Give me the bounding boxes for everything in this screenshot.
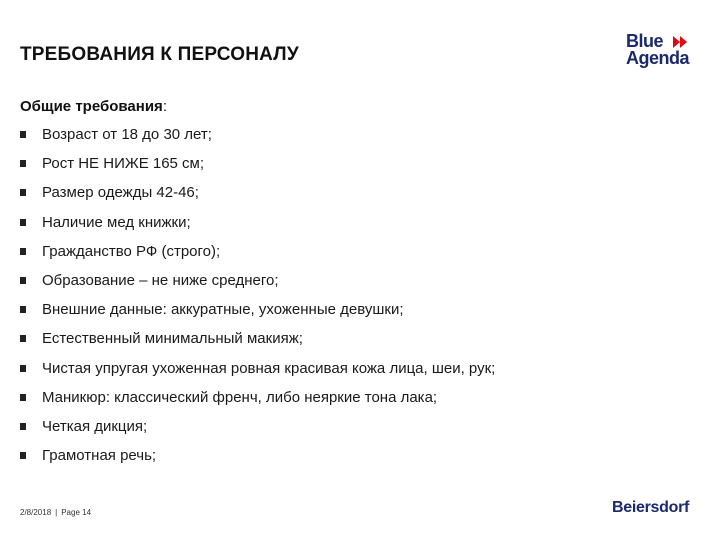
list-item — [20, 124, 700, 153]
slide-title: ТРЕБОВАНИЯ К ПЕРСОНАЛУ — [20, 44, 299, 65]
list-item-text: Рост НЕ НИЖЕ 165 см; — [42, 155, 205, 173]
list-item-text: Грамотная речь; — [42, 447, 157, 465]
square-bullet-icon — [20, 306, 26, 313]
section-heading-colon: : — [162, 98, 167, 115]
list-item-text: Гражданство РФ (строго); — [42, 242, 221, 260]
beiersdorf-logo: Beiersdorf — [612, 499, 690, 516]
list-item-text: Возраст от 18 до 30 лет; — [42, 126, 212, 143]
footer-page: Page 14 — [61, 508, 92, 517]
square-bullet-icon — [20, 423, 26, 430]
list-item-text: Чистая упругая ухоженная ровная красивая кожа лица, шеи, рук; — [42, 359, 496, 377]
square-bullet-icon — [20, 219, 26, 226]
logo-line-1: Blue — [626, 31, 664, 51]
square-bullet-icon — [20, 248, 26, 255]
list-item — [20, 153, 700, 182]
blue-agenda-logo — [626, 32, 706, 72]
list-item — [20, 445, 700, 474]
list-item-text: Размер одежды 42-46; — [42, 184, 199, 202]
square-bullet-icon — [20, 452, 26, 459]
list-item — [20, 182, 700, 211]
square-bullet-icon — [20, 335, 26, 342]
square-bullet-icon — [20, 365, 26, 372]
list-item — [20, 212, 700, 241]
list-item-text: Четкая дикция; — [42, 417, 148, 435]
footer — [20, 508, 91, 517]
square-bullet-icon — [20, 277, 26, 284]
double-arrow-icon — [673, 36, 689, 48]
logo-line-2: Agenda — [626, 48, 690, 68]
list-item-text: Внешние данные: аккуратные, ухоженные девушки; — [42, 301, 404, 319]
list-item — [20, 241, 700, 270]
list-item-text: Наличие мед книжки; — [42, 213, 191, 231]
list-item-text: Естественный минимальный макияж; — [42, 330, 303, 348]
section-heading — [20, 98, 167, 115]
list-item — [20, 358, 700, 387]
square-bullet-icon — [20, 189, 26, 196]
square-bullet-icon — [20, 394, 26, 401]
footer-separator: | — [55, 508, 58, 517]
square-bullet-icon — [20, 160, 26, 167]
section-heading-text: Общие требования — [20, 98, 163, 115]
list-item-text: Маникюр: классический френч, либо неяркие тона лака; — [42, 388, 438, 406]
requirements-list — [20, 124, 700, 474]
list-item — [20, 387, 700, 416]
list-item — [20, 270, 700, 299]
list-item — [20, 299, 700, 328]
footer-date: 2/8/2018 — [20, 508, 52, 517]
square-bullet-icon — [20, 131, 26, 138]
list-item — [20, 328, 700, 357]
list-item — [20, 416, 700, 445]
list-item-text: Образование – не ниже среднего; — [42, 271, 279, 289]
